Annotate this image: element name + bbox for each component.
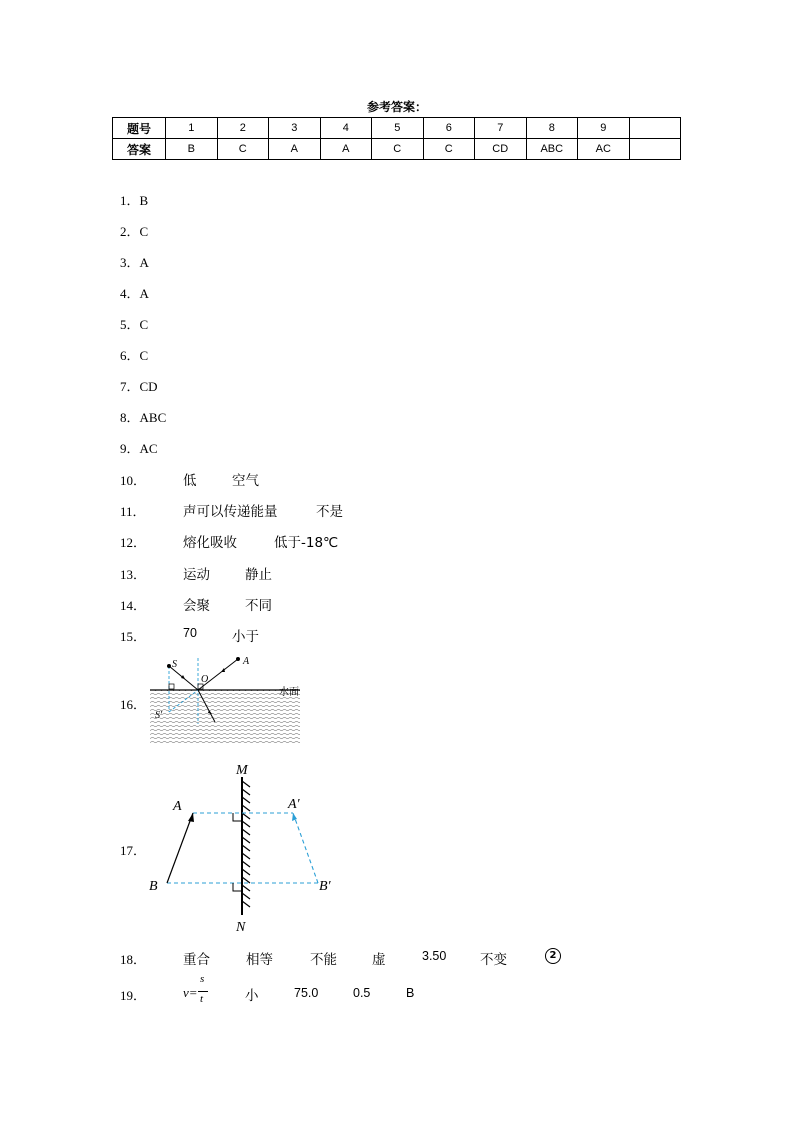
object-ab-arrow xyxy=(167,813,193,883)
question-number: 8． xyxy=(120,410,140,425)
mirror-hatching xyxy=(242,781,250,907)
question-number: 4． xyxy=(120,286,140,301)
label-a-prime: A′ xyxy=(288,797,300,812)
right-angle-mark xyxy=(233,813,242,821)
label-n: N xyxy=(236,920,246,935)
question-18-answer-3: 不能 xyxy=(310,952,337,968)
question-18-answer-1: 重合 xyxy=(183,952,210,968)
question-11-number: 11． xyxy=(120,504,146,519)
question-answer: A xyxy=(139,255,149,270)
question-1 xyxy=(120,190,148,209)
question-2 xyxy=(120,221,148,240)
question-15-number: 15． xyxy=(120,629,147,644)
question-19-answer-4: 0.5 xyxy=(353,986,371,1000)
question-3 xyxy=(120,252,149,271)
question-10-number: 10． xyxy=(120,473,147,488)
water-region xyxy=(150,690,300,744)
table-cell: 4 xyxy=(320,118,372,139)
table-cell: B xyxy=(166,139,218,160)
question-number: 7． xyxy=(120,379,140,394)
question-19-formula-numerator: s xyxy=(200,973,205,985)
question-number: 3． xyxy=(120,255,140,270)
image-ab-dashed xyxy=(293,813,318,883)
table-row xyxy=(113,118,681,139)
page-title: 参考答案： xyxy=(366,100,427,114)
question-answer: C xyxy=(139,317,149,332)
question-answer: C xyxy=(139,224,149,239)
question-17-number: 17． xyxy=(120,843,147,858)
label-s: S xyxy=(172,659,177,670)
question-19-answer-2: 小 xyxy=(245,988,259,1004)
point-a-dot xyxy=(236,657,240,661)
question-13-answer-2: 静止 xyxy=(245,567,272,583)
label-b: B xyxy=(149,879,158,894)
table-header-answer: 答案 xyxy=(113,139,166,160)
table-cell xyxy=(629,118,681,139)
question-18-answer-7: 2 xyxy=(545,948,561,964)
question-14-answer-2: 不同 xyxy=(245,598,272,614)
label-s-prime: S' xyxy=(155,710,163,721)
table-cell: C xyxy=(217,139,269,160)
right-angle-mark xyxy=(169,684,174,689)
question-answer: C xyxy=(139,348,149,363)
table-cell: ABC xyxy=(526,139,578,160)
answer-table xyxy=(112,117,681,160)
question-12-number: 12． xyxy=(120,535,147,550)
table-cell: 9 xyxy=(578,118,630,139)
table-cell: AC xyxy=(578,139,630,160)
reflected-arrowhead xyxy=(221,668,225,672)
question-15-answer-1: 70 xyxy=(183,626,197,640)
question-answer: CD xyxy=(139,379,158,394)
question-11-answer-2: 不是 xyxy=(316,504,343,520)
question-19-formula-left: v= xyxy=(183,985,198,1000)
table-cell: 8 xyxy=(526,118,578,139)
question-10-answer-2: 空气 xyxy=(232,473,259,489)
label-water-surface: 水面 xyxy=(279,687,299,698)
label-a: A xyxy=(243,656,250,667)
question-11-answer-1: 声可以传递能量 xyxy=(183,504,278,520)
object-arrowhead xyxy=(188,813,194,822)
reflection-diagram xyxy=(145,652,315,747)
question-number: 1． xyxy=(120,193,140,208)
table-cell: 3 xyxy=(269,118,321,139)
question-number: 9． xyxy=(120,441,140,456)
question-answer: ABC xyxy=(139,410,167,425)
question-10-answer-1: 低 xyxy=(183,473,197,489)
question-18-answer-2: 相等 xyxy=(246,952,273,968)
question-18-answer-4: 虚 xyxy=(372,952,386,968)
image-arrowhead xyxy=(292,813,297,821)
question-7 xyxy=(120,376,158,395)
fraction-bar xyxy=(198,991,208,992)
question-number: 5． xyxy=(120,317,140,332)
question-14-number: 14． xyxy=(120,598,147,613)
table-cell: A xyxy=(269,139,321,160)
question-answer: B xyxy=(139,193,149,208)
table-cell: 1 xyxy=(166,118,218,139)
label-m: M xyxy=(236,763,248,778)
question-18-number: 18． xyxy=(120,952,147,967)
table-cell: A xyxy=(320,139,372,160)
table-cell: 5 xyxy=(372,118,424,139)
table-cell: C xyxy=(372,139,424,160)
label-b-prime: B′ xyxy=(319,879,331,894)
table-cell: CD xyxy=(475,139,527,160)
question-19-answer-5: B xyxy=(406,986,415,1000)
table-row xyxy=(113,139,681,160)
question-9 xyxy=(120,438,158,457)
question-13-answer-1: 运动 xyxy=(183,567,210,583)
question-4 xyxy=(120,283,149,302)
question-18-answer-6: 不变 xyxy=(480,952,507,968)
question-answer: AC xyxy=(139,441,158,456)
question-15-answer-2: 小于 xyxy=(232,629,259,645)
question-18-answer-5: 3.50 xyxy=(422,949,447,963)
question-6 xyxy=(120,345,148,364)
question-number: 2． xyxy=(120,224,140,239)
table-header-number: 题号 xyxy=(113,118,166,139)
question-8 xyxy=(120,407,166,426)
label-o: O xyxy=(201,674,209,685)
question-5 xyxy=(120,314,148,333)
plane-mirror-diagram xyxy=(145,757,345,937)
question-12-answer-2: 低于-18℃ xyxy=(274,535,339,551)
question-12-answer-1: 熔化吸收 xyxy=(183,535,237,551)
table-cell: 6 xyxy=(423,118,475,139)
label-a: A xyxy=(173,799,182,814)
question-19-answer-3: 75.0 xyxy=(294,986,319,1000)
question-14-answer-1: 会聚 xyxy=(183,598,210,614)
question-13-number: 13． xyxy=(120,567,147,582)
question-16-number: 16． xyxy=(120,697,147,712)
right-angle-mark xyxy=(233,883,242,891)
table-cell: 7 xyxy=(475,118,527,139)
table-cell xyxy=(629,139,681,160)
question-19-formula-denominator: t xyxy=(200,993,204,1005)
table-cell: 2 xyxy=(217,118,269,139)
question-number: 6． xyxy=(120,348,140,363)
table-cell: C xyxy=(423,139,475,160)
question-19-number: 19． xyxy=(120,988,147,1003)
question-answer: A xyxy=(139,286,149,301)
